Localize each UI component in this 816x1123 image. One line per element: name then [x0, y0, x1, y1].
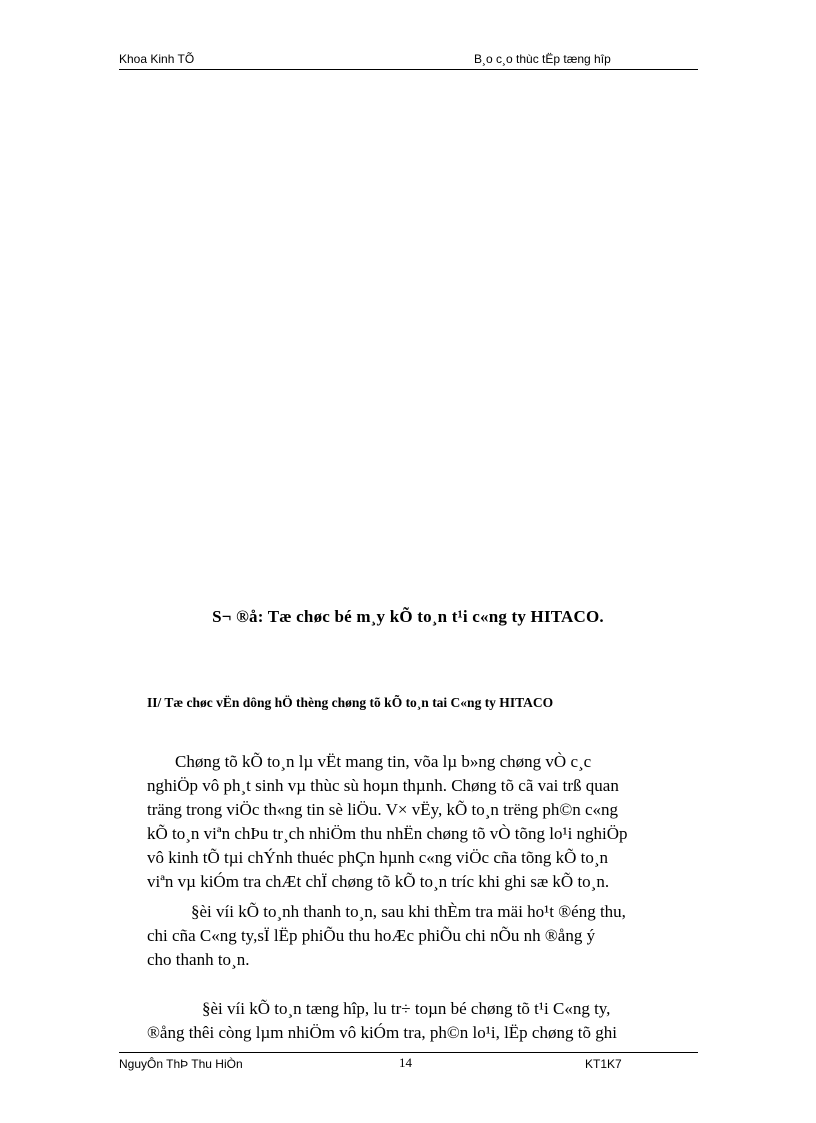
paragraph-line: cho thanh to¸n. [147, 950, 250, 969]
paragraph-line: kÕ to¸n viªn chÞu tr¸ch nhiÖm thu nhËn chøng tõ vÒ tõng lo¹i nghiÖp [147, 824, 628, 843]
section-heading: II/ Tæ chøc vËn dông hÖ thèng chøng tõ kÕ to¸n tai C«ng ty HITACO [147, 695, 554, 710]
page-header [119, 52, 698, 70]
paragraph-line: nghiÖp vô ph¸t sinh vµ thùc sù hoµn thµnh. Chøng tõ cã vai trß quan [147, 776, 619, 795]
paragraph-line: ®ång thêi còng lµm nhiÖm vô kiÓm tra, ph©n lo¹i, lËp chøng tõ ghi [147, 1023, 617, 1042]
paragraph-3 [147, 997, 698, 1045]
paragraph-line: chi cña C«ng ty,sÏ lËp phiÕu thu hoÆc phiÕu chi nÕu nh ®ång ý [147, 926, 596, 945]
footer-author: NguyÔn ThÞ Thu HiÒn [119, 1057, 243, 1071]
page-number: 14 [399, 1055, 412, 1070]
paragraph-line: §èi víi kÕ to¸nh thanh to¸n, sau khi thÈm tra mäi ho¹t ®éng thu, [191, 902, 626, 921]
paragraph-line: vô kinh tÕ tµi chÝnh thuéc phÇn hµnh c«ng viÖc cña tõng kÕ to¸n [147, 848, 609, 867]
header-left-text: Khoa Kinh TÕ [119, 52, 195, 66]
paragraph-2 [147, 900, 698, 972]
paragraph-1 [147, 750, 698, 894]
header-right-text: B¸o c¸o thùc tËp tæng hîp [474, 52, 611, 66]
paragraph-line: träng trong viÖc th«ng tin sè liÖu. V× vËy, kÕ to¸n trëng ph©n c«ng [147, 800, 619, 819]
paragraph-line: viªn vµ kiÓm tra chÆt chÏ chøng tõ kÕ to¸n tríc khi ghi sæ kÕ to¸n. [147, 872, 610, 891]
page-footer [119, 1052, 698, 1073]
paragraph-line: Chøng tõ kÕ to¸n lµ vËt mang tin, võa lµ b»ng chøng vÒ c¸c [175, 752, 592, 771]
footer-class-code: KT1K7 [585, 1057, 622, 1071]
diagram-caption: S¬ ®å: Tæ chøc bé m¸y kÕ to¸n t¹i c«ng ty HITACO. [212, 607, 604, 626]
paragraph-line: §èi víi kÕ to¸n tæng hîp, lu tr÷ toµn bé chøng tõ t¹i C«ng ty, [202, 999, 611, 1018]
